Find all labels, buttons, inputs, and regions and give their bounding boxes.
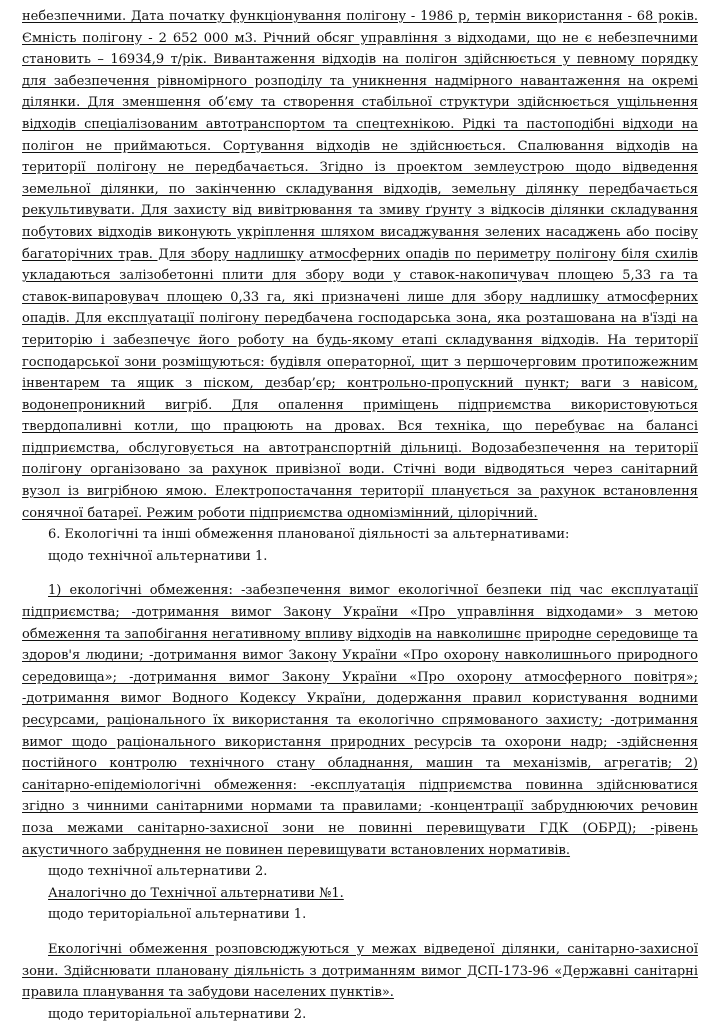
technical-alternative-2-text [22, 883, 698, 905]
territorial-alternative-1-label: щодо територіальної альтернативи 1. [48, 907, 307, 923]
technical-alternative-1-label: щодо технічної альтернативи 1. [48, 548, 268, 564]
technical-alternative-2-label: щодо технічної альтернативи 2. [48, 864, 268, 880]
technical-alternative-2-text-content: Аналогічно до Технічної альтернативи №1. [48, 885, 344, 901]
technical-alternative-1-text: 1) екологічні обмеження: -забезпечення вимог екологічної безпеки під час експлуатації підприємства; -дотримання вимог Закону України «Про управління відходами» з метою обмеження та запобігання негативному впливу відходів на навколишнє природне середовище та здоров'я людини; -дотримання вимог Закону України «Про охорону навколишнього природного середовища»; -дотримання вимог Закону України «Про охорону атмосферного повітря»; -дотримання вимог Водного Кодексу України, додержання правил користування водними ресурсами, раціонального їх використання та екологічно спрямованого захисту; -дотримання вимог щодо раціонального використання природних ресурсів та охорони надр; -здійснення постійного контролю технічного стану обладнання, машин та механізмів, агрегатів; 2) санітарно-епідеміологічні обмеження: -експлуатація підприємства повинна здійснюватися згідно з чинними санітарними нормами та правилами; -концентрації забруднюючих речовин поза межами санітарно-захисної зони не повинні перевищувати ГДК (ОБРД); -рівень акустичного забруднення не повинен перевищувати встановлених нормативів. [22, 583, 698, 858]
territorial-alternative-2-label: щодо територіальної альтернативи 2. [48, 1006, 307, 1022]
territorial-alternative-1-text: Екологічні обмеження розповсюджуються у межах відведеної ділянки, санітарно-захисної зони. Здійснювати плановану діяльність з дотриманням вимог ДСП-173-96 «Державні санітарні правила планування та забудови населених пунктів». [22, 941, 698, 1001]
section-heading: 6. Екологічні та інші обмеження планованої діяльності за альтернативами: [48, 527, 570, 543]
document-page [22, 6, 698, 1025]
landfill-description-paragraph: небезпечними. Дата початку функціонування полігону - 1986 р, термін використання - 68 років. Ємність полігону - 2 652 000 м3. Річний обсяг управління з відходами, що не є небезпечними становить – 16934,9 т/рік. Вивантаження відходів на полігон здійснюється у певному порядку для забезпечення рівномірного розподілу та уникнення надмірного навантаження на окремі ділянки. Для зменшення об’єму та створення стабільної структури здійснюється ущільнення відходів спеціалізованим автотранспортом та спецтехнікою. Рідкі та пастоподібні відходи на полігон не приймаються. Сортування відходів не здійснюється. Спалювання відходів на території полігону не передбачається. Згідно із проектом землеустрою щодо відведення земельної ділянки, по закінченню складування відходів, земельну ділянку передбачається рекультивувати. Для захисту від вивітрювання та змиву ґрунту з відкосів ділянки складування побутових відходів виконують укріплення шляхом висаджування зелених насаджень або посіву багаторічних трав. Для збору надлишку атмосферних опадів по периметру полігону біля схилів укладаються залізобетонні плити для збору води у ставок-накопичувач площею 5,33 га та ставок-випаровувач площею 0,33 га, які призначені лише для збору надлишку атмосферних опадів. Для експлуатації полігону передбачена господарська зона, яка розташована на в'їзді на територію і забезпечує його роботу на будь-якому етапі складування відходів. На території господарської зони розміщуються: будівля операторної, щит з першочерговим протипожежним інвентарем та ящик з піском, дезбар’єр; контрольно-пропускний пункт; ваги з навісом, водонепроникний вигріб. Для опалення приміщень підприємства використовуються твердопаливні котли, що працюють на дровах. Вся техніка, що перебуває на балансі підприємства, обслуговується на автотранспортній дільниці. Водозабезпечення на території полігону організовано за рахунок привізної води. Стічні води відводяться через санітарний вузол із вигрібною ямою. Електропостачання території планується за рахунок встановлення сонячної батареї. Режим роботи підприємства одномізмінний, цілорічний. [22, 9, 698, 521]
